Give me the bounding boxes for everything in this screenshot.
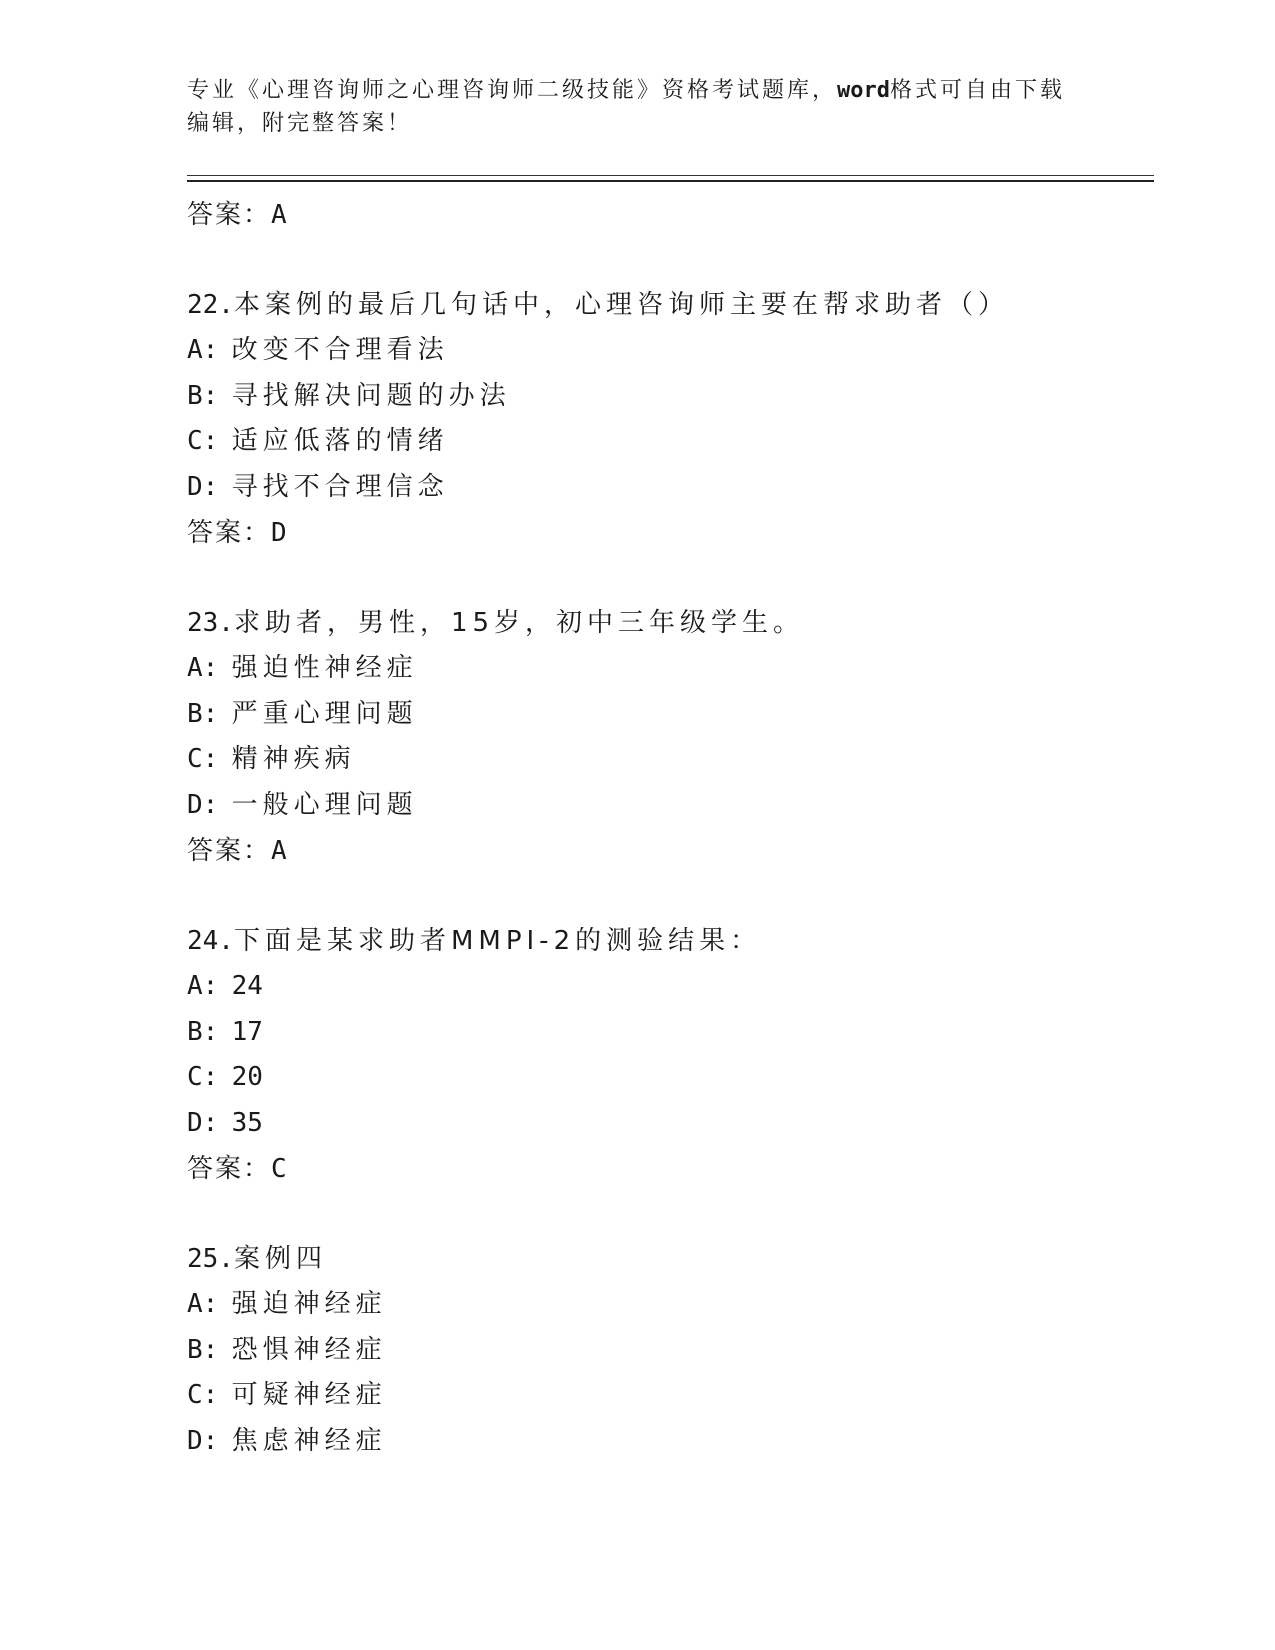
answer-value: C (271, 1154, 289, 1184)
option-text: 35 (231, 1107, 263, 1138)
option-text: 恐惧神经症 (231, 1334, 387, 1365)
option-text: 一般心理问题 (231, 789, 418, 820)
option-b (187, 1010, 1147, 1056)
option-c (187, 737, 1147, 783)
option-key: A: (187, 971, 219, 1001)
header-divider-thin (187, 175, 1154, 176)
answer-value: A (271, 200, 289, 230)
option-b (187, 1328, 1147, 1374)
option-text: 20 (231, 1062, 263, 1092)
header-line-1 (187, 74, 1087, 107)
option-key: D: (187, 789, 219, 820)
option-text: 可疑神经症 (231, 1380, 387, 1410)
option-key: C: (187, 426, 219, 456)
document-header (187, 74, 1087, 140)
option-key: A: (187, 335, 219, 365)
question-number: 25. (187, 1244, 234, 1274)
option-key: B: (187, 1016, 219, 1047)
question-number: 22. (187, 290, 234, 320)
option-text: 寻找解决问题的办法 (231, 380, 511, 411)
option-c (187, 1373, 1147, 1419)
question-block-24 (187, 918, 1147, 1192)
option-key: B: (187, 698, 219, 729)
answer-value: D (271, 518, 289, 548)
option-key: D: (187, 1107, 219, 1138)
question-text: 求助者，男性，15岁，初中三年级学生。 (233, 608, 805, 638)
header-line-1-pre: 专业《心理咨询师之心理咨询师二级技能》资格考试题库， (187, 78, 838, 103)
option-key: C: (187, 744, 219, 774)
answer-label: 答案： (187, 836, 272, 866)
option-a (187, 964, 1147, 1010)
option-d (187, 465, 1147, 511)
question-stem (187, 282, 1147, 328)
header-word-format: word (837, 78, 890, 103)
option-key: B: (187, 1334, 219, 1365)
option-a (187, 328, 1147, 374)
option-text: 严重心理问题 (231, 698, 418, 729)
option-text: 焦虑神经症 (231, 1425, 387, 1456)
option-text: 17 (231, 1016, 263, 1047)
option-b (187, 374, 1147, 420)
option-key: C: (187, 1062, 219, 1092)
option-a (187, 646, 1147, 692)
question-block-22 (187, 282, 1147, 556)
option-text: 改变不合理看法 (231, 335, 449, 365)
option-key: C: (187, 1380, 219, 1410)
option-key: A: (187, 653, 219, 683)
header-divider-thick (187, 180, 1154, 182)
option-a (187, 1282, 1147, 1328)
answer-label: 答案： (187, 1154, 272, 1184)
question-stem (187, 600, 1147, 646)
option-text: 适应低落的情绪 (231, 426, 449, 456)
option-d (187, 783, 1147, 829)
option-c (187, 1055, 1147, 1101)
option-text: 寻找不合理信念 (231, 471, 449, 502)
question-text: 本案例的最后几句话中，心理咨询师主要在帮求助者（） (233, 290, 1009, 320)
option-key: D: (187, 1425, 219, 1456)
answer-value: A (271, 836, 289, 866)
answer-label: 答案： (187, 200, 272, 230)
answer-line (187, 192, 1147, 238)
option-text: 强迫神经症 (231, 1289, 387, 1319)
question-block-25 (187, 1236, 1147, 1464)
option-b (187, 692, 1147, 738)
answer-line (187, 828, 1147, 874)
question-stem (187, 918, 1147, 964)
answer-line (187, 510, 1147, 556)
option-d (187, 1419, 1147, 1465)
option-text: 精神疾病 (231, 744, 356, 774)
option-text: 24 (231, 971, 263, 1001)
question-list (187, 192, 1147, 1464)
question-block-23 (187, 600, 1147, 874)
option-d (187, 1101, 1147, 1147)
option-key: A: (187, 1289, 219, 1319)
option-c (187, 419, 1147, 465)
question-number: 24. (187, 926, 234, 956)
option-key: D: (187, 471, 219, 502)
question-number: 23. (187, 608, 234, 638)
answer-label: 答案： (187, 518, 272, 548)
header-line-1-post: 格式可自由下载 (890, 78, 1066, 103)
answer-line (187, 1146, 1147, 1192)
question-text: 案例四 (233, 1244, 327, 1274)
option-text: 强迫性神经症 (231, 653, 418, 683)
header-line-2: 编辑，附完整答案！ (187, 111, 413, 136)
question-stem (187, 1236, 1147, 1282)
question-text: 下面是某求助者MMPI-2的测验结果： (233, 926, 762, 956)
option-key: B: (187, 380, 219, 411)
